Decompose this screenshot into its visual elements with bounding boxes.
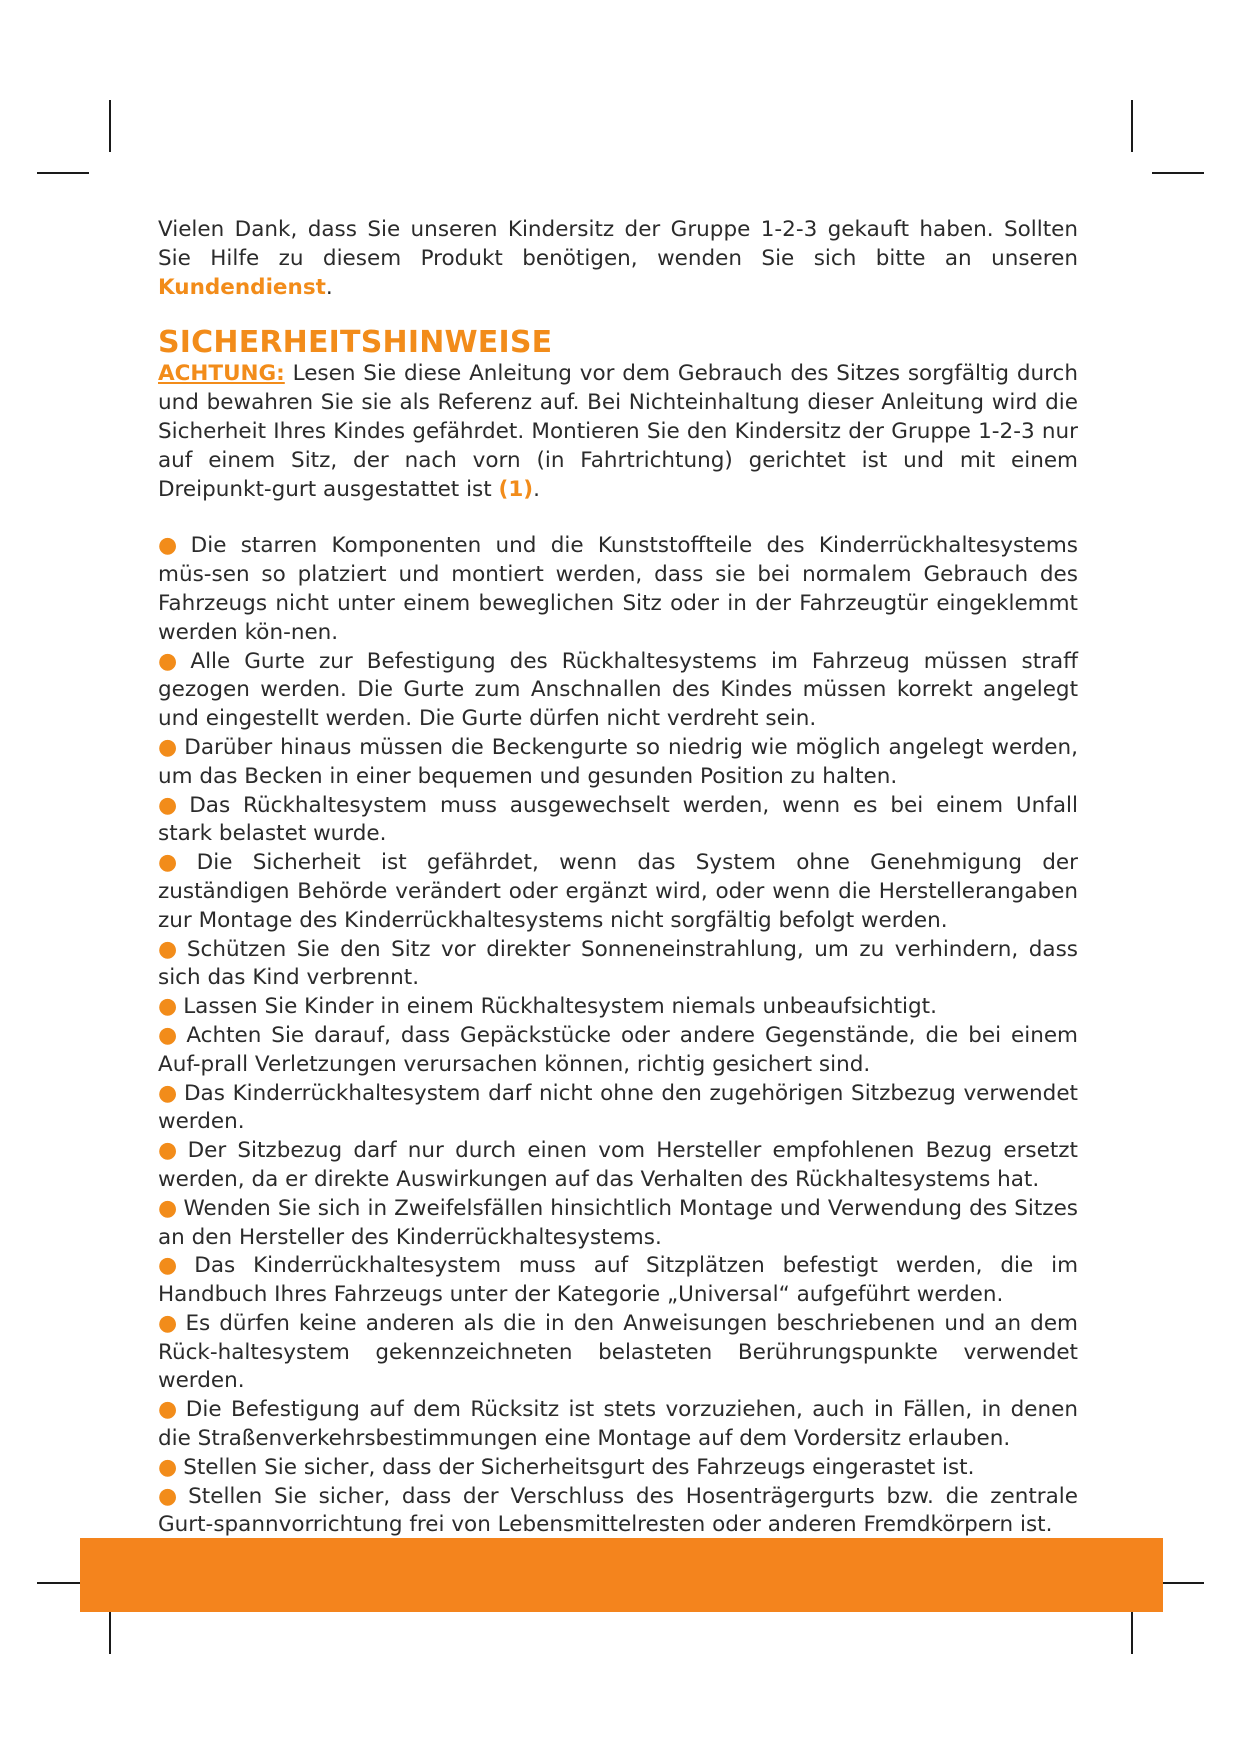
safety-bullet-item [158,1454,1078,1483]
warning-paragraph [158,360,1078,504]
bullet-text: Achten Sie darauf, dass Gepäckstücke oder andere Gegenstände, die bei einem Auf-prall Verletzungen verursachen können, richtig gesichert sind. [158,1022,1079,1077]
safety-bullet-item [158,1483,1078,1541]
bullet-text: Der Sitzbezug darf nur durch einen vom Hersteller empfohlenen Bezug ersetzt werden, da er direkte Auswirkungen auf das Verhalten des Rückhaltesystems hat. [158,1138,1078,1192]
bullet-text: Es dürfen keine anderen als die in den Anweisungen beschriebenen und an dem Rück-haltesystem gekennzeichneten belasteten Berührungspunkte verwendet werden. [158,1310,1078,1394]
bullet-dot-icon: ● [158,648,185,674]
bullet-dot-icon: ● [158,1195,178,1221]
bullet-text: Die Befestigung auf dem Rücksitz ist stets vorzuziehen, auch in Fällen, in denen die Straßenverkehrsbestimmungen eine Montage auf dem Vordersitz erlauben. [158,1397,1078,1452]
safety-bullet-item [158,1396,1078,1454]
footer-orange-band [80,1538,1163,1612]
bullet-text: Alle Gurte zur Befestigung des Rückhaltesystems im Fahrzeug müssen straff gezogen werden. Die Gurte zum Anschnallen des Kindes müssen korrekt angelegt und eingestellt werden. Die Gurte dürfen nicht verdreht sein. [158,648,1078,732]
bullet-dot-icon: ● [158,533,185,559]
customer-service-link[interactable]: Kundendienst [158,274,326,300]
intro-text: Vielen Dank, dass Sie unseren Kindersitz der Gruppe 1-2-3 gekauft haben. Sollten Sie Hilfe zu diesem Produkt benötigen, wenden Sie sich bitte an unseren [158,217,1078,271]
bullet-dot-icon: ● [158,1080,178,1106]
safety-bullet-item [158,532,1078,647]
intro-end: . [325,274,333,300]
safety-bullet-item [158,1080,1078,1138]
bullet-text: Das Kinderrückhaltesystem muss auf Sitzplätzen befestigt werden, die im Handbuch Ihres Fahrzeugs unter der Kategorie „Universal“ aufgeführt werden. [158,1253,1079,1308]
page-content [158,216,1078,1598]
bullet-dot-icon: ● [158,1483,183,1509]
safety-bullet-item [158,1137,1078,1195]
warning-label: ACHTUNG: [158,361,285,387]
bullet-dot-icon: ● [158,850,191,876]
intro-paragraph [158,216,1078,302]
safety-bullet-item [158,936,1078,994]
bullet-dot-icon: ● [158,1397,180,1423]
crop-mark-top-left-vertical [109,100,111,152]
bullet-text: Stellen Sie sicher, dass der Sicherheitsgurt des Fahrzeugs eingerastet ist. [183,1454,975,1480]
bullet-text: Das Rückhaltesystem muss ausgewechselt werden, wenn es bei einem Unfall stark belastet wurde. [158,792,1078,847]
bullet-text: Die starren Komponenten und die Kunststoffteile des Kinderrückhaltesystems müs-sen so platziert und montiert werden, dass sie bei normalem Gebrauch des Fahrzeugs nicht unter einem beweglichen Sitz oder in der Fahrzeugtür eingeklemmt werden kön-nen. [158,533,1079,645]
crop-mark-top-right-horizontal [1152,172,1204,174]
bullet-dot-icon: ● [158,1253,189,1279]
bullet-text: Die Sicherheit ist gefährdet, wenn das System ohne Genehmigung der zuständigen Behörde verändert oder ergänzt wird, oder wenn die Herstellerangaben zur Montage des Kinderrückhaltesystems nicht sorgfältig befolgt werden. [158,850,1078,933]
safety-bullet-item [158,1310,1078,1396]
bullet-text: Darüber hinaus müssen die Beckengurte so niedrig wie möglich angelegt werden, um das Becken in einer bequemen und gesunden Position zu halten. [158,734,1078,789]
bullet-text: Das Kinderrückhaltesystem darf nicht ohne den zugehörigen Sitzbezug verwendet werden. [158,1080,1078,1135]
bullet-dot-icon: ● [158,1138,182,1164]
safety-bullet-item [158,849,1078,935]
bullet-dot-icon: ● [158,936,181,962]
safety-bullet-item [158,792,1078,850]
safety-bullet-item [158,734,1078,792]
section-title: SICHERHEITSHINWEISE [158,325,553,361]
safety-bullet-item [158,648,1078,734]
safety-bullet-item [158,1195,1078,1253]
bullet-text: Schützen Sie den Sitz vor direkter Sonneneinstrahlung, um zu verhindern, dass sich das Kind verbrennt. [158,936,1078,991]
bullet-dot-icon: ● [158,792,184,818]
safety-bullet-item [158,993,1078,1022]
warning-text: Lesen Sie diese Anleitung vor dem Gebrauch des Sitzes sorgfältig durch und bewahren Sie sie als Referenz auf. Bei Nichteinhaltung dieser Anleitung wird die Sicherheit Ihres Kindes gefährdet. Montieren Sie den Kindersitz der Gruppe 1-2-3 nur auf einem Sitz, der nach vorn (in Fahrtrichtung) gerichtet ist und mit einem Dreipunkt-gurt ausgestattet ist [158,361,1078,502]
bullet-text: Wenden Sie sich in Zweifelsfällen hinsichtlich Montage und Verwendung des Sitzes an den Hersteller des Kinderrückhaltesystems. [158,1195,1078,1250]
bullet-text: Lassen Sie Kinder in einem Rückhaltesystem niemals unbeaufsichtigt. [183,994,937,1020]
warning-end: . [533,476,540,502]
bullet-text: Stellen Sie sicher, dass der Verschluss des Hosenträgergurts bzw. die zentrale Gurt-spannvorrichtung frei von Lebensmittelresten oder anderen Fremdkörpern ist. [158,1483,1078,1538]
crop-mark-top-left-horizontal [37,172,89,174]
safety-bullet-list [158,532,1078,1597]
bullet-dot-icon: ● [158,1310,180,1336]
safety-bullet-item [158,1252,1078,1310]
figure-reference: (1) [498,476,534,502]
bullet-dot-icon: ● [158,994,178,1020]
bullet-dot-icon: ● [158,734,179,760]
safety-bullet-item [158,1022,1078,1080]
bullet-dot-icon: ● [158,1454,178,1480]
bullet-dot-icon: ● [158,1022,181,1048]
crop-mark-top-right-vertical [1131,100,1133,152]
